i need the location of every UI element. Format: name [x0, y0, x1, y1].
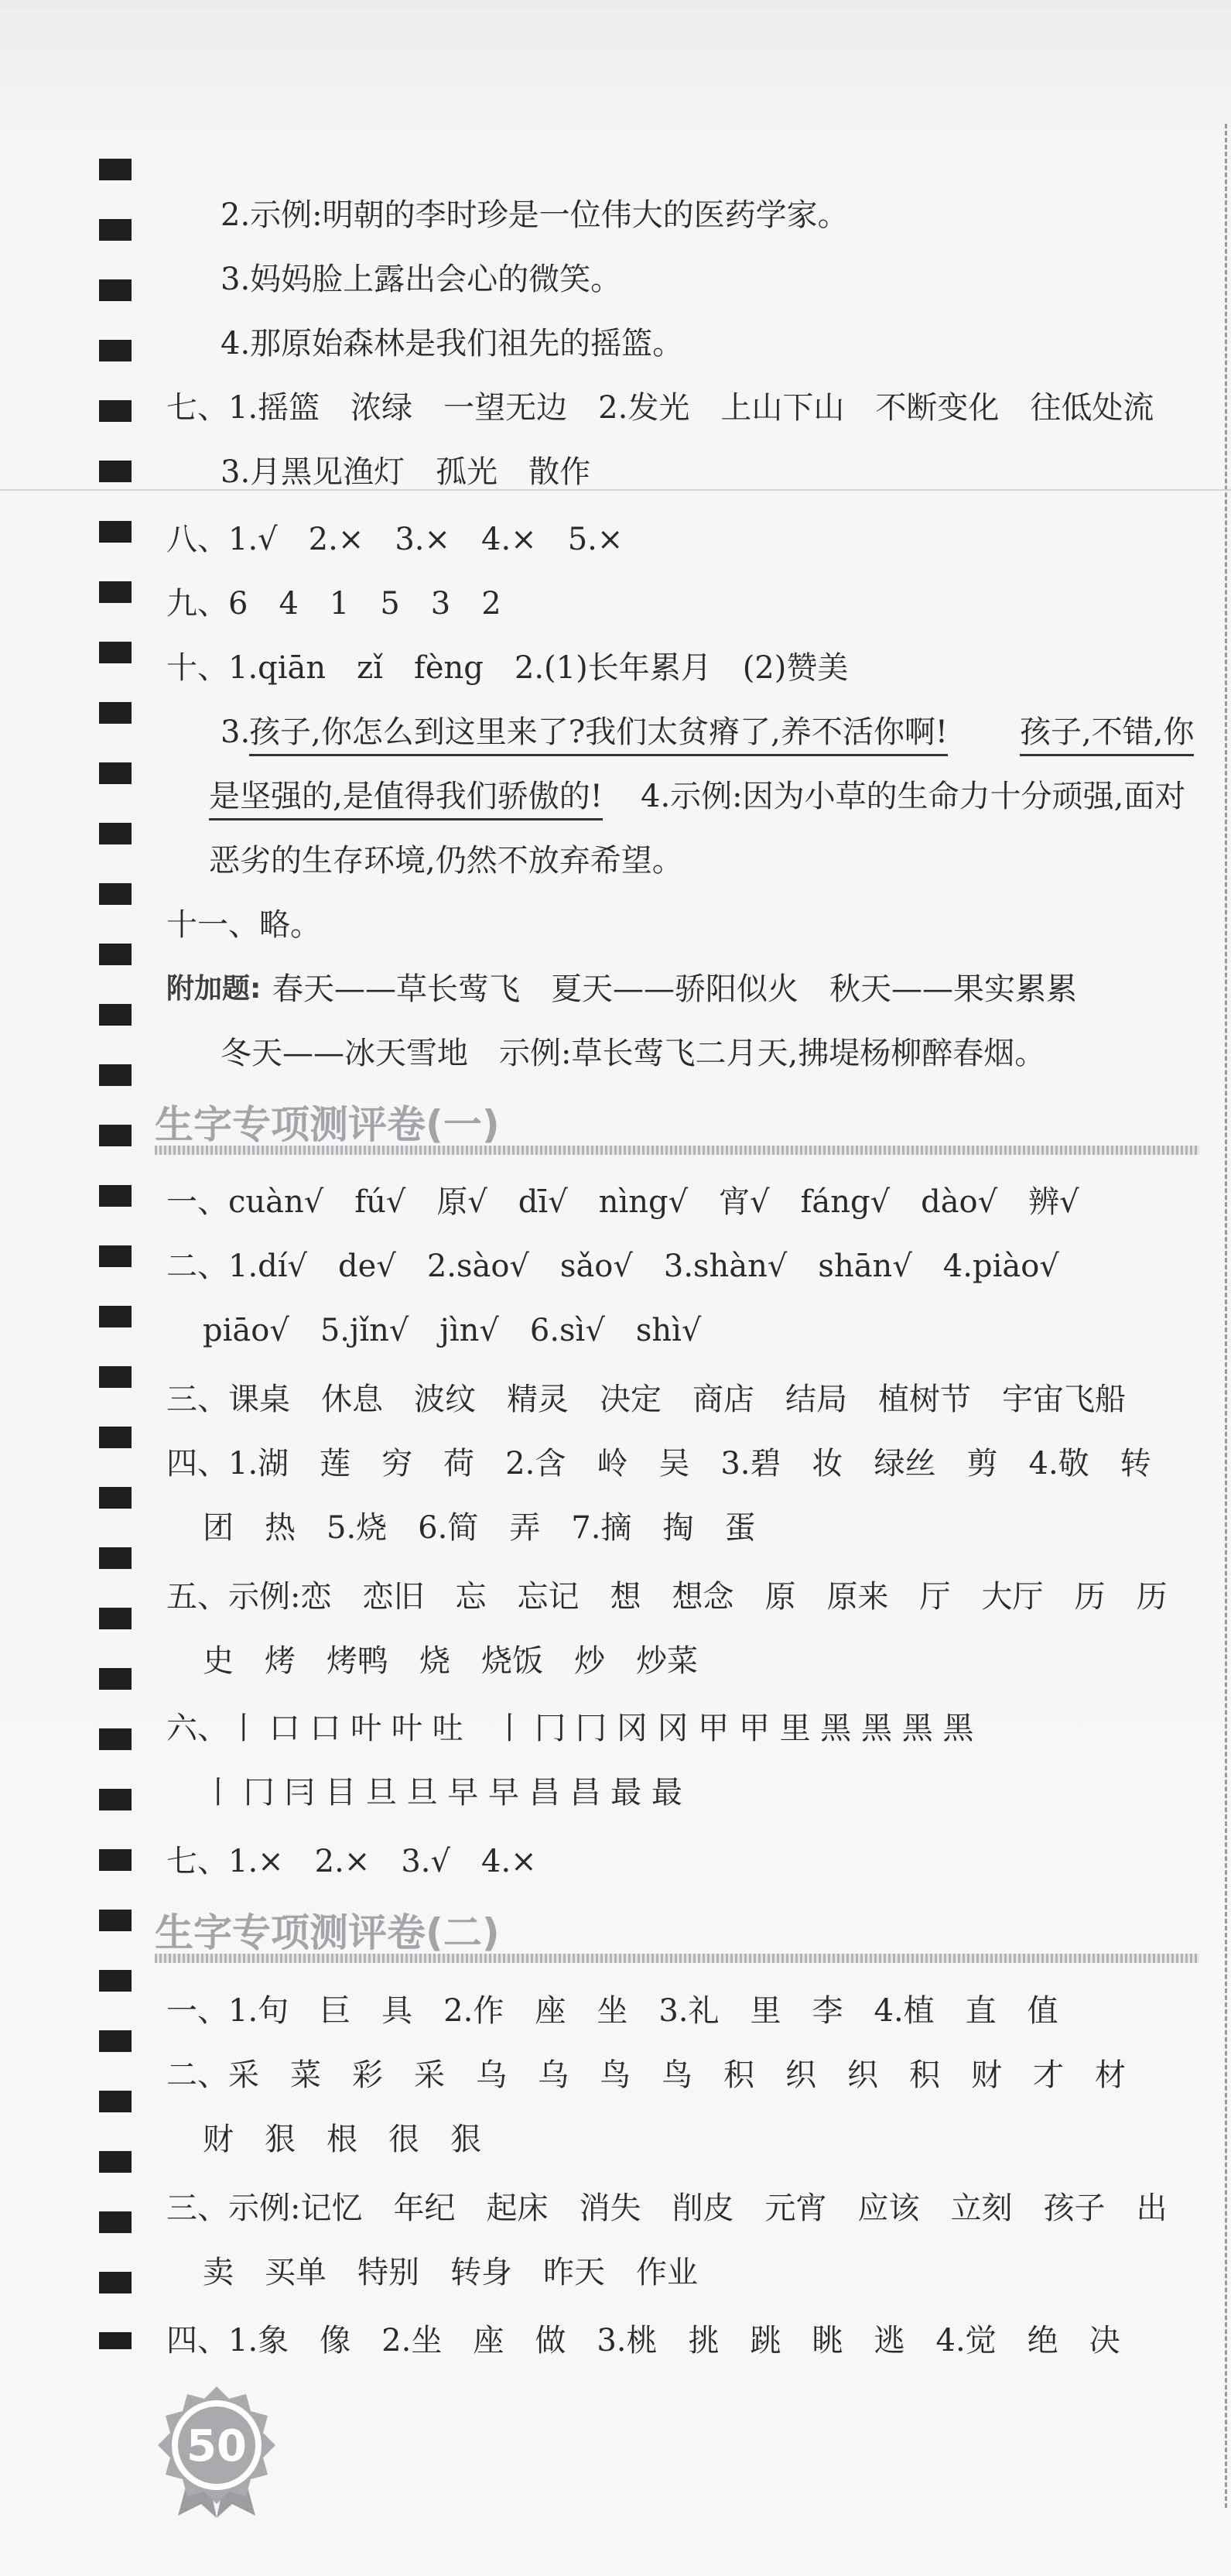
answer-line	[0, 1309, 1231, 1352]
answer-text: 七、1.摇篮 浓绿 一望无边 2.发光 上山下山 不断变化 往低处流	[166, 390, 1154, 426]
underlined-answer: 孩子,你怎么到这里来了?我们太贫瘠了,养不活你啊!	[249, 711, 948, 756]
answer-text: 冬天——冰天雪地 示例:草长莺飞二月天,拂堤杨柳醉春烟。	[221, 1036, 1046, 1071]
answer-text: 二、采 菜 彩 采 乌 乌 鸟 鸟 积 织 织 积 财 才 材	[166, 2057, 1126, 2093]
answer-text: 四、1.湖 莲 穷 荷 2.含 岭 吴 3.碧 妆 绿丝 剪 4.敬 转	[166, 1446, 1151, 1482]
answer-text: 团 热 5.烧 6.简 弄 7.摘 掏 蛋	[203, 1510, 756, 1546]
answer-line	[0, 711, 1231, 754]
answer-line	[0, 2251, 1231, 2294]
answer-text: 3.妈妈脸上露出会心的微笑。	[221, 262, 622, 297]
answer-text: 六、丨 口 口 叶 叶 吐 丨 冂 冂 冈 冈 甲 甲 里 黑 黑 黑 黑	[166, 1711, 974, 1746]
answer-line	[0, 2118, 1231, 2161]
answer-text: 一、cuàn√ fú√ 原√ dī√ nìng√ 宵√ fáng√ dào√ 辨√	[166, 1184, 1079, 1220]
answer-line	[0, 903, 1231, 947]
answer-text: 3.	[221, 714, 251, 750]
answer-text: 春天——草长莺飞 夏天——骄阳似火 秋天——果实累累	[272, 971, 1077, 1007]
answer-text: 四、1.象 像 2.坐 座 做 3.桃 挑 跳 眺 逃 4.觉 绝 决	[166, 2323, 1120, 2358]
answer-text: 三、课桌 休息 波纹 精灵 决定 商店 结局 植树节 宇宙飞船	[166, 1382, 1126, 1417]
answer-text: 一、1.句 巨 具 2.作 座 坐 3.礼 里 李 4.植 直 值	[166, 1993, 1058, 2029]
answer-line	[0, 1989, 1231, 2033]
answer-line	[0, 1506, 1231, 1550]
answer-line	[0, 2319, 1231, 2362]
answer-text: 七、1.× 2.× 3.√ 4.×	[166, 1844, 537, 1879]
answer-text: 五、示例:恋 恋旧 忘 忘记 想 想念 原 原来 厅 大厅 历 历	[166, 1579, 1168, 1615]
answer-line	[0, 322, 1231, 365]
answer-line	[0, 518, 1231, 561]
answer-text: 史 烤 烤鸭 烧 烧饭 炒 炒菜	[203, 1643, 698, 1679]
answer-text: 4.那原始森林是我们祖先的摇篮。	[221, 326, 684, 361]
underlined-answer: 孩子,不错,你	[1020, 711, 1194, 756]
answer-line	[0, 775, 1231, 818]
section-title	[155, 1906, 1199, 1968]
bonus-question-label: 附加题:	[166, 973, 262, 1005]
answer-line	[0, 386, 1231, 430]
answer-text: 卖 买单 特别 转身 昨天 作业	[203, 2255, 698, 2290]
answer-text: 三、示例:记忆 年纪 起床 消失 削皮 元宵 应该 立刻 孩子 出	[166, 2191, 1168, 2226]
section-title	[155, 1098, 1199, 1160]
answer-line	[0, 1575, 1231, 1619]
answer-line	[0, 1771, 1231, 1814]
section-title-label: 生字专项测评卷(一)	[155, 1102, 500, 1147]
answer-line	[0, 582, 1231, 625]
page-number: 50	[186, 2421, 247, 2472]
page-number-badge	[147, 2380, 286, 2519]
answer-line	[0, 194, 1231, 237]
answer-text: 4.示例:因为小草的生命力十分顽强,面对	[641, 779, 1186, 814]
answer-text: 丨 冂 冃 目 旦 旦 早 早 昌 昌 最 最	[203, 1775, 682, 1810]
answer-text: 财 狠 根 很 狠	[203, 2122, 481, 2157]
answer-line	[0, 1245, 1231, 1288]
answer-line	[0, 258, 1231, 301]
answer-text: 恶劣的生存环境,仍然不放弃希望。	[209, 843, 683, 879]
answer-line	[0, 968, 1231, 1011]
answer-line	[0, 2187, 1231, 2230]
underlined-answer: 是坚强的,是值得我们骄傲的!	[209, 775, 603, 820]
answer-line	[0, 1032, 1231, 1075]
section-title-label: 生字专项测评卷(二)	[155, 1910, 500, 1955]
answer-line	[0, 1378, 1231, 1421]
answer-text: 2.示例:明朝的李时珍是一位伟大的医药学家。	[221, 197, 849, 233]
answer-text: 二、1.dí√ de√ 2.sào√ sǎo√ 3.shàn√ shān√ 4.piào√	[166, 1249, 1059, 1284]
answer-text: piāo√ 5.jǐn√ jìn√ 6.sì√ shì√	[203, 1313, 702, 1348]
answer-text: 十一、略。	[166, 907, 321, 943]
answer-line	[0, 1707, 1231, 1750]
answer-text: 3.月黑见渔灯 孤光 散作	[221, 454, 591, 490]
answer-line	[0, 1442, 1231, 1485]
answer-line	[0, 1840, 1231, 1883]
answer-line	[0, 450, 1231, 494]
answer-text: 九、6 4 1 5 3 2	[166, 586, 501, 622]
answer-text: 十、1.qiān zǐ fèng 2.(1)长年累月 (2)赞美	[166, 650, 849, 686]
answer-line	[0, 839, 1231, 882]
answer-line	[0, 646, 1231, 690]
answer-line	[0, 1180, 1231, 1224]
answer-line	[0, 2054, 1231, 2097]
answer-text: 八、1.√ 2.× 3.× 4.× 5.×	[166, 522, 624, 557]
answer-line	[0, 1639, 1231, 1683]
